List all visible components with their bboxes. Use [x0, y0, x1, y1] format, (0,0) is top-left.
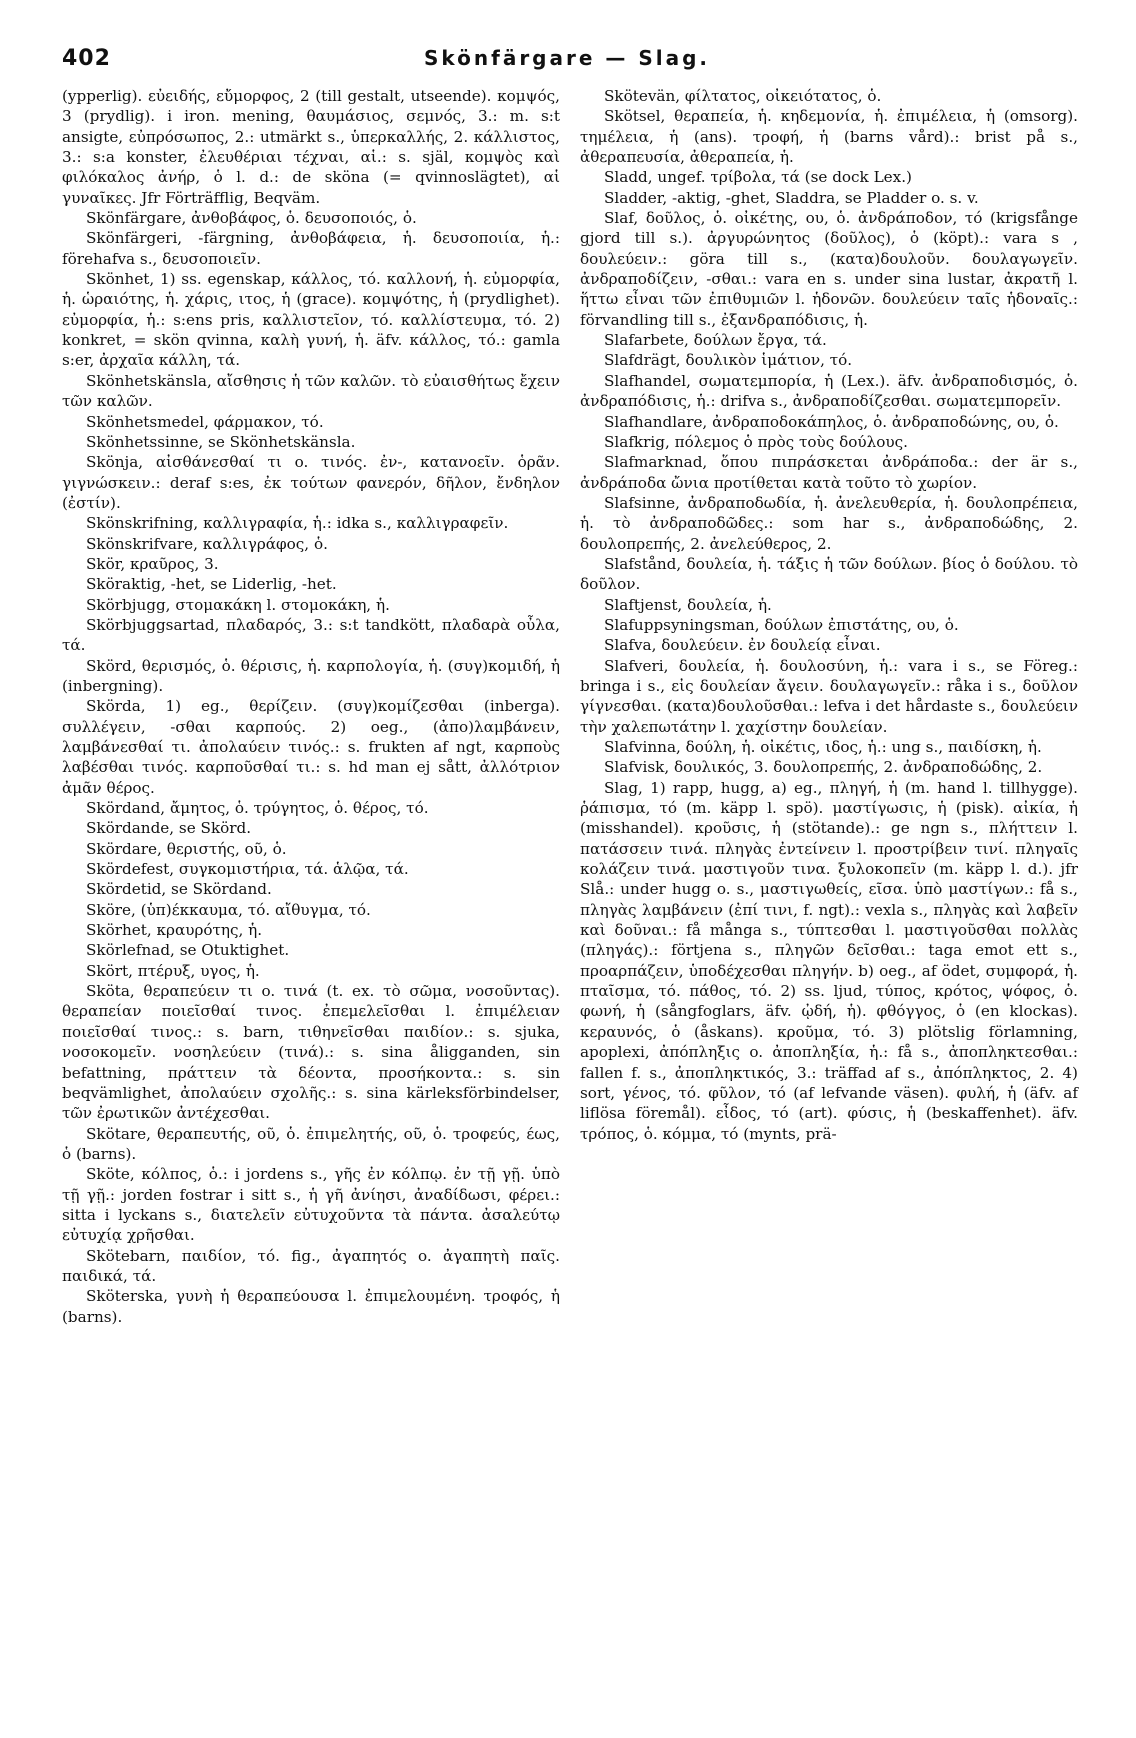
dictionary-entry: Sladder, -aktig, -ghet, Sladdra, se Pladder o. s. v.	[604, 188, 979, 207]
dictionary-entry: Skörlefnad, se Otuktighet.	[86, 941, 290, 960]
dictionary-entry: Slafhandel, σωματεμπορία, ἡ (Lex.). äfv. ἀνδραποδισμός, ὁ. ἀνδραπόδισις, ἡ.: drifva s., ἀνδραποδίζεσθαι. σωματεμπορεῖν.	[580, 371, 1078, 411]
dictionary-entry: Sköre, (ὑπ)έκκαυμα, τό. αἴθυγμα, τό.	[86, 900, 371, 919]
page-header	[62, 38, 1072, 78]
dictionary-entry: Skördefest, συγκομιστήρια, τά. ἁλῷα, τά.	[86, 860, 409, 879]
left-column	[62, 86, 560, 1327]
dictionary-entry: Skördande, se Skörd.	[86, 819, 252, 838]
dictionary-entry: Slafvinna, δούλη, ἡ. οἰκέτις, ιδος, ἡ.: ung s., παιδίσκη, ἡ.	[604, 738, 1042, 756]
dictionary-entry: Skört, πτέρυξ, υγος, ἡ.	[86, 961, 260, 980]
dictionary-entry: Slafstånd, δουλεία, ἡ. τάξις ἡ τῶν δούλων. βίος ὁ δούλου. τὸ δοῦλον.	[580, 554, 1078, 594]
dictionary-entry: Skörbjuggsartad, πλαδαρός, 3.: s:t tandkött, πλαδαρὰ οὖλα, τά.	[62, 615, 560, 655]
dictionary-entry: Skötebarn, παιδίον, τό. fig., ἀγαπητός o. ἀγαπητὴ παῖς. παιδικά, τά.	[62, 1246, 560, 1285]
right-column	[580, 86, 1078, 1144]
dictionary-entry: Slag, 1) rapp, hugg, a) eg., πληγή, ἡ (m. hand l. tillhygge). ῥάπισμα, τό (m. käpp l. spö). μαστίγωσις, ἡ (pisk). αἰκία, ἡ (misshandel). κροῦσις, ἡ (stötande).: ge ngn s., πλήττειν l. πατάσσειν τινά. πληγὰς ἐντείνειν l. προστρίβειν τινί. πληγαῖς κολάζειν τινά. μαστιγοῦν τινα. ξυλοκοπεῖν (m. käpp l. d.). jfr Slå.: under hugg o. s., μαστιγωθείς, εῖσα. ὑπὸ μαστίγων.: få s., πληγὰς λαμβάνειν (ἐπί τινι, f. ngt).: vexla s., πληγὰς καὶ λαβεῖν καὶ δοῦναι.: få många s., τύπτεσθαι l. μαστιγοῦσθαι πολλὰς (πληγάς).: förtjena s., πληγῶν δεῖσθαι.: taga emot ett s., προαρπάζειν, ὑποδέχεσθαι πληγήν. b) oeg., af ödet, συμφορά, ἡ. πταῖσμα, τό. πάθος, τό. 2) ss. ljud, τύπος, κρότος, ψόφος, ὁ. φωνή, ἡ (sångfoglars, äfv. ᾠδή, ἡ). φθόγγος, ὁ (en klockas). κεραυνός, ὁ (åskans). κροῦμα, τό. 3) plötslig förlamning, apoplexi, ἀπόπληξις o. ἀποπληξία, ἡ.: få s., ἀποπληκτεσθαι.: fallen f. s., ἀποπληκτικός, 3.: träffad af s., ἀπόπληκτος, 2. 4) sort, γένος, τό. φῦλον, τό (af lefvande väsen). φυλή, ἡ (äfv. af liflösa föremål). εἶδος, τό (art). φύσις, ἡ (beskaffenhet). äfv. τρόπος, ὁ. κόμμα, τό (mynts, prä-	[580, 778, 1078, 1143]
dictionary-entry: Skörd, θερισμός, ὁ. θέρισις, ἡ. καρπολογία, ἡ. (συγ)κομιδή, ἡ (inbergning).	[62, 656, 560, 695]
dictionary-entry: Skönskrifning, καλλιγραφία, ἡ.: idka s., καλλιγραφεῖν.	[86, 514, 509, 533]
dictionary-entry: Slaftjenst, δουλεία, ἡ.	[604, 595, 772, 614]
dictionary-entry: Slafarbete, δούλων ἔργα, τά.	[604, 331, 827, 350]
dictionary-entry: Skönhetsmedel, φάρμακον, τό.	[86, 412, 324, 431]
dictionary-entry: Sköta, θεραπεύειν τι o. τινά (t. ex. τὸ σῶμα, νοσοῦντας). θεραπείαν ποιεῖσθαί τινος. ἐπεμελεῖσθαι l. ἐπιμέλειαν ποιεῖσθαί τινος.: s. barn, τιθηνεῖσθαι παιδίον.: s. sjuka, νοσοκομεῖν. νοσηλεύειν (τινά).: s. sina åligganden, sin befattning, πράττειν τὰ δέοντα, προσήκοντα.: s. sin beqvämlighet, ἀπολαύειν σχολῆς.: s. sina kärleksförbindelser, τῶν ἐρωτικῶν ἀντέχεσθαι.	[62, 982, 560, 1123]
dictionary-entry: Slafva, δουλεύειν. ἐν δουλείᾳ εἶναι.	[604, 636, 881, 655]
dictionary-entry: Slafuppsyningsman, δούλων ἐπιστάτης, ου, ὁ.	[604, 615, 959, 634]
dictionary-entry: Sköraktig, -het, se Liderlig, -het.	[86, 575, 337, 594]
running-head: Skönfärgare — Slag.	[423, 46, 711, 70]
dictionary-entry: Skördand, ἄμητος, ὁ. τρύγητος, ὁ. θέρος, τό.	[86, 799, 429, 818]
dictionary-entry: Skörbjugg, στομακάκη l. στομοκάκη, ἡ.	[86, 595, 390, 614]
dictionary-entry: Skönja, αἰσθάνεσθαί τι o. τινός. ἐν-, κατανοεῖν. ὁρᾶν. γιγνώσκειν.: deraf s:es, ἐκ τούτων φανερόν, δῆλον, ἔνδηλον (ἐστίν).	[62, 453, 560, 512]
dictionary-entry: Slafhandlare, ἀνδραποδοκάπηλος, ὁ. ἀνδραποδώνης, ου, ὁ.	[604, 412, 1059, 431]
dictionary-entry: Skötare, θεραπευτής, οῦ, ὁ. ἐπιμελητής, οῦ, ὁ. τροφεύς, έως, ὁ (barns).	[62, 1124, 560, 1163]
dictionary-entry: Sladd, ungef. τρίβολα, τά (se dock Lex.)	[604, 168, 912, 187]
dictionary-entry: Skördetid, se Skördand.	[86, 880, 272, 899]
dictionary-entry: (ypperlig). εὐειδής, εὔμορφος, 2 (till gestalt, utseende). κομψός, 3 (prydlig). i iron. mening, θαυμάσιος, σεμνός, 3.: m. s:t ansigte, εὐπρόσωπος, 2.: utmärkt s., ὑπερκαλλής, 2. κάλλιστος, 3.: s:a konster, ἐλευθέριαι τέχναι, αἱ.: s. själ, κομψὸς καὶ φιλόκαλος ἀνήρ, ὁ l. d.: de sköna (= qvinnoslägtet), αἱ γυναῖκες. Jfr Förträfflig, Beqväm.	[62, 87, 560, 207]
dictionary-entry: Skönhetskänsla, αἴσθησις ἡ τῶν καλῶν. τὸ εὐαισθήτως ἔχειν τῶν καλῶν.	[62, 371, 560, 411]
dictionary-entry: Slaf, δοῦλος, ὁ. οἰκέτης, ου, ὁ. ἀνδράποδον, τό (krigsfånge gjord till s.). ἀργυρώνητος (δοῦλος), ὁ (köpt).: vara s , δουλεύειν.: göra till s., (κατα)δουλοῦν. δουλαγωγεῖν. ἀνδραποδίζειν, -σθαι.: vara en s. under sina lustar, ἀκρατῆ l. ἥττω εἶναι τῶν ἐπιθυμιῶν l. ἡδονῶν. δουλεύειν ταῖς ἡδοναῖς.: förvandling till s., ἐξανδραπόδισις, ἡ.	[580, 209, 1078, 329]
dictionary-entry: Skönhetssinne, se Skönhetskänsla.	[86, 432, 356, 451]
dictionary-entry: Skördare, θεριστής, οῦ, ὁ.	[86, 839, 287, 858]
dictionary-entry: Skönskrifvare, καλλιγράφος, ὁ.	[86, 534, 328, 553]
dictionary-entry: Slafvisk, δουλικός, 3. δουλοπρεπής, 2. ἀνδραποδώδης, 2.	[604, 758, 1043, 777]
dictionary-entry: Skörda, 1) eg., θερίζειν. (συγ)κομίζεσθαι (inberga). συλλέγειν, -σθαι καρπούς. 2) oeg., (ἀπο)λαμβάνειν, λαμβάνεσθαί τι. ἀπολαύειν τινός.: s. frukten af ngt, καρποὺς λαβέσθαι τινός. καρποῦσθαί τι.: s. hd man ej sått, ἀλλότριον ἀμᾶν θέρος.	[62, 697, 560, 797]
dictionary-entry: Skötevän, φίλτατος, οἰκειότατος, ὁ.	[604, 87, 882, 105]
dictionary-entry: Sköte, κόλπος, ὁ.: i jordens s., γῆς ἐν κόλπῳ. ἐν τῇ γῇ. ὑπὸ τῇ γῇ.: jorden fostrar i sitt s., ἡ γῆ ἀνίησι, ἀναδίδωσι, φέρει.: sitta i lyckans s., διατελεῖν εὐτυχοῦντα τὰ πάντα. ἀσαλεύτῳ εὐτυχίᾳ χρῆσθαι.	[62, 1165, 560, 1245]
dictionary-entry: Slafsinne, ἀνδραποδωδία, ἡ. ἀνελευθερία, ἡ. δουλοπρέπεια, ἡ. τὸ ἀνδραποδῶδες.: som har s., ἀνδραποδώδης, 2. δουλοπρεπής, 2. ἀνελεύθερος, 2.	[580, 493, 1078, 553]
dictionary-entry: Slafmarknad, ὅπου πιπράσκεται ἀνδράποδα.: der är s., ἀνδράποδα ὤνια προτίθεται κατὰ τοῦτο τὸ χωρίον.	[580, 453, 1078, 492]
dictionary-entry: Sköterska, γυνὴ ἡ θεραπεύουσα l. ἐπιμελουμένη. τροφός, ἡ (barns).	[62, 1287, 560, 1326]
dictionary-entry: Slafdrägt, δουλικὸν ἱμάτιον, τό.	[604, 351, 853, 370]
dictionary-entry: Slafveri, δουλεία, ἡ. δουλοσύνη, ἡ.: vara i s., se Föreg.: bringa i s., εἰς δουλείαν ἄγειν. δουλαγωγεῖν.: råka i s., δοῦλον γίγνεσθαι. (κατα)δουλοῦσθαι.: lefva i det hårdaste s., δουλεύειν τὴν χαλεπωτάτην l. χαχίστην δουλείαν.	[580, 656, 1078, 736]
dictionary-entry: Slafkrig, πόλεμος ὁ πρὸς τοὺς δούλους.	[604, 432, 908, 451]
dictionary-entry: Skörhet, κραυρότης, ἡ.	[86, 921, 263, 940]
dictionary-entry: Skönhet, 1) ss. egenskap, κάλλος, τό. καλλονή, ἡ. εὐμορφία, ἡ. ὡραιότης, ἡ. χάρις, ιτος, ἡ (grace). κομψότης, ἡ (prydlighet). εὐμορφία, ἡ.: s:ens pris, καλλιστεῖον, τό. καλλίστευμα, τό. 2) konkret, = skön qvinna, καλὴ γυνή, ἡ. äfv. κάλλος, τό.: gamla s:er, ἀρχαῖα κάλλη, τά.	[62, 270, 560, 370]
dictionary-entry: Skötsel, θεραπεία, ἡ. κηδεμονία, ἡ. ἐπιμέλεια, ἡ (omsorg). τημέλεια, ἡ (ans). τροφή, ἡ (barns vård).: brist på s., ἀθεραπευσία, ἀθεραπεία, ἡ.	[580, 107, 1078, 167]
dictionary-entry: Skönfärgeri, -färgning, ἀνθοβάφεια, ἡ. δευσοποιία, ἡ.: förehafva s., δευσοποιεῖν.	[62, 229, 560, 268]
dictionary-entry: Skör, κραῦρος, 3.	[86, 554, 219, 573]
dictionary-entry: Skönfärgare, ἀνθοβάφος, ὁ. δευσοποιός, ὁ.	[86, 209, 417, 228]
page-number: 402	[62, 46, 111, 71]
